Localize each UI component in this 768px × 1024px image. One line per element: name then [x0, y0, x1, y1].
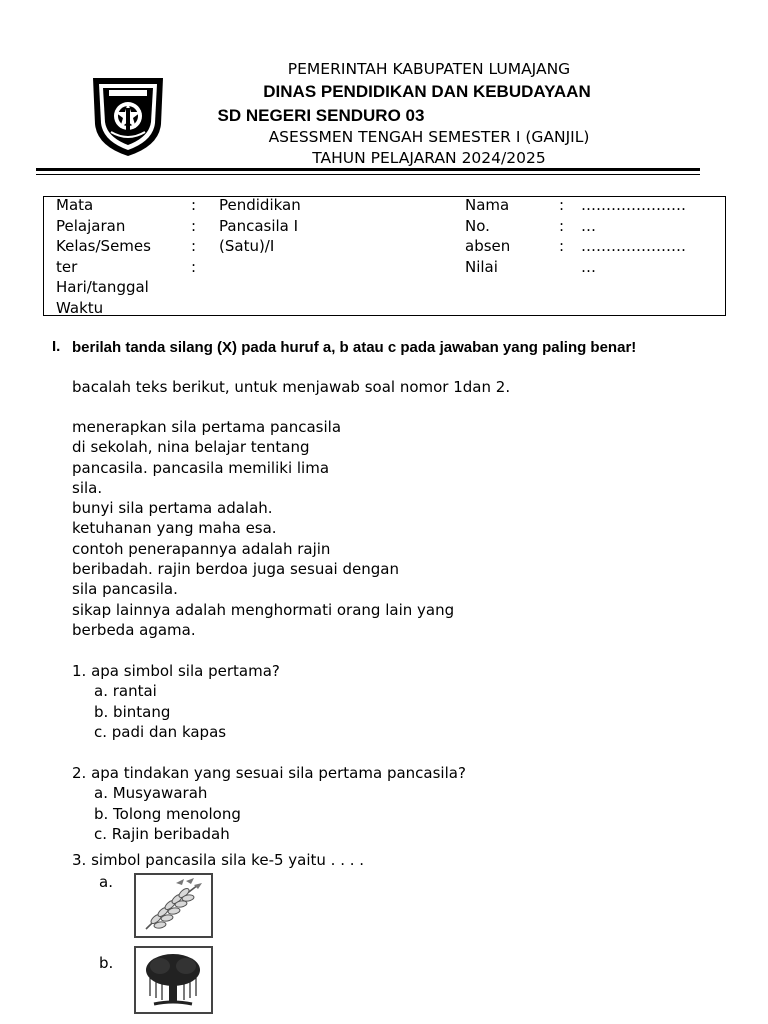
header-exam-title: ASESSMEN TENGAH SEMESTER I (GANJIL): [268, 128, 590, 146]
info-left-labels: Mata Pelajaran Kelas/Semes ter Hari/tanggal Waktu: [56, 196, 151, 317]
section-number: I.: [52, 338, 61, 355]
question-2: 2. apa tindakan yang sesuai sila pertama pancasila?: [72, 764, 466, 782]
info-right-values: ………………… … ………………… …: [581, 196, 686, 276]
info-left-values: Pendidikan Pancasila I (Satu)/I: [219, 196, 301, 255]
info-right-colons: : : :: [559, 196, 565, 255]
header-government: PEMERINTAH KABUPATEN LUMAJANG: [287, 60, 571, 78]
info-right-labels: Nama No. absen Nilai: [465, 196, 511, 276]
question-2-option-b[interactable]: b. Tolong menolong: [94, 805, 241, 823]
reading-intro: bacalah teks berikut, untuk menjawab soal nomor 1dan 2.: [72, 378, 511, 396]
section-instruction: berilah tanda silang (X) pada huruf a, b atau c pada jawaban yang paling benar!: [72, 339, 637, 356]
student-info-box: [43, 196, 726, 316]
question-2-option-c[interactable]: c. Rajin beribadah: [94, 825, 230, 843]
banyan-tree-drawing: [136, 948, 211, 1012]
header-school: SD NEGERI SENDURO 03: [217, 106, 425, 125]
question-1-option-a[interactable]: a. rantai: [94, 682, 157, 700]
header-department: DINAS PENDIDIKAN DAN KEBUDAYAAN: [263, 82, 591, 101]
question-3: 3. simbol pancasila sila ke-5 yaitu . . . .: [72, 851, 365, 869]
question-1-option-c[interactable]: c. padi dan kapas: [94, 723, 227, 741]
question-3-option-a[interactable]: a.: [99, 873, 113, 891]
reading-passage: menerapkan sila pertama pancasila di sekolah, nina belajar tentang pancasila. pancasila memiliki lima sila. bunyi sila pertama adalah. ketuhanan yang maha esa. contoh penerapannya adalah rajin beribadah. rajin berdoa juga sesuai dengan sila pancasila. sikap lainnya adalah menghormati orang lain yang berbeda agama.: [72, 418, 455, 639]
question-1-option-b[interactable]: b. bintang: [94, 703, 171, 721]
rice-and-cotton-icon[interactable]: [134, 873, 213, 938]
header-divider-thick: [36, 168, 700, 171]
question-1: 1. apa simbol sila pertama?: [72, 662, 280, 680]
question-2-option-a[interactable]: a. Musyawarah: [94, 784, 208, 802]
header-academic-year: TAHUN PELAJARAN 2024/2025: [312, 149, 546, 167]
question-3-option-b[interactable]: b.: [99, 954, 114, 972]
info-left-colons: : : : :: [191, 196, 197, 276]
header-divider-thin: [36, 174, 700, 175]
rice-and-cotton-drawing: [136, 875, 211, 936]
banyan-tree-icon[interactable]: [134, 946, 213, 1014]
